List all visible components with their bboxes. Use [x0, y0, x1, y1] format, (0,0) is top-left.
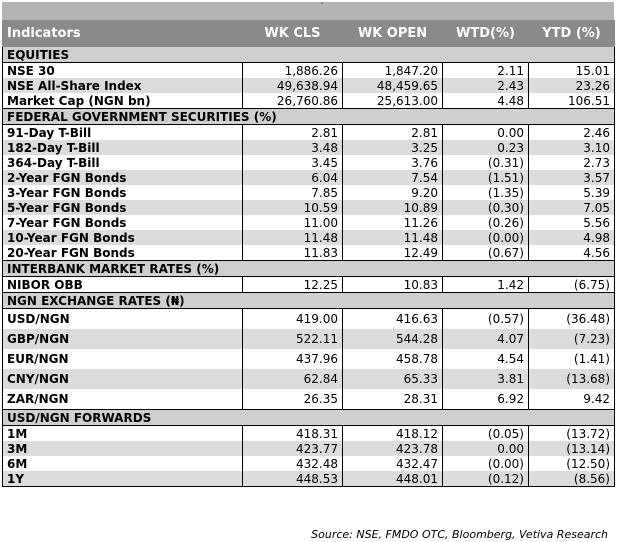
wk-open-value: 423.78 — [343, 441, 443, 456]
ytd-value: 4.56 — [529, 245, 615, 261]
wk-open-value: 11.26 — [343, 215, 443, 230]
wk-cls-value: 423.77 — [243, 441, 343, 456]
row-label: 364-Day T-Bill — [3, 155, 243, 170]
ytd-value: 2.73 — [529, 155, 615, 170]
header-wk-open: WK OPEN — [343, 21, 443, 47]
section-header — [3, 47, 615, 63]
section-header — [3, 109, 615, 125]
wk-open-value: 7.54 — [343, 170, 443, 185]
table-row — [3, 456, 615, 471]
wk-open-value: 432.47 — [343, 456, 443, 471]
wk-open-value: 25,613.00 — [343, 93, 443, 109]
wk-cls-value: 6.04 — [243, 170, 343, 185]
wtd-value: 3.81 — [443, 369, 529, 389]
top-strip — [2, 2, 614, 20]
ytd-value: 4.98 — [529, 230, 615, 245]
section-title: USD/NGN FORWARDS — [3, 410, 615, 426]
wk-cls-value: 26,760.86 — [243, 93, 343, 109]
row-label: GBP/NGN — [3, 329, 243, 349]
table-row — [3, 369, 615, 389]
table-row — [3, 125, 615, 141]
wk-cls-value: 2.81 — [243, 125, 343, 141]
wtd-value: 0.00 — [443, 441, 529, 456]
table-row — [3, 93, 615, 109]
wk-cls-value: 7.85 — [243, 185, 343, 200]
wtd-value: 4.48 — [443, 93, 529, 109]
ytd-value: (7.23) — [529, 329, 615, 349]
ytd-value: 3.10 — [529, 140, 615, 155]
wk-open-value: 416.63 — [343, 309, 443, 330]
table-row — [3, 230, 615, 245]
wk-open-value: 11.48 — [343, 230, 443, 245]
wk-cls-value: 26.35 — [243, 389, 343, 410]
wk-open-value: 544.28 — [343, 329, 443, 349]
wk-open-value: 65.33 — [343, 369, 443, 389]
table-header-row — [3, 21, 615, 47]
ytd-value: (36.48) — [529, 309, 615, 330]
section-title: EQUITIES — [3, 47, 615, 63]
wtd-value: (0.31) — [443, 155, 529, 170]
row-label: 5-Year FGN Bonds — [3, 200, 243, 215]
wk-cls-value: 522.11 — [243, 329, 343, 349]
row-label: 1Y — [3, 471, 243, 487]
row-label: NSE 30 — [3, 63, 243, 79]
table-row — [3, 185, 615, 200]
wk-open-value: 12.49 — [343, 245, 443, 261]
row-label: USD/NGN — [3, 309, 243, 330]
wk-cls-value: 3.48 — [243, 140, 343, 155]
table-row — [3, 349, 615, 369]
section-title: INTERBANK MARKET RATES (%) — [3, 261, 615, 277]
table-row — [3, 155, 615, 170]
ytd-value: (6.75) — [529, 277, 615, 293]
wk-cls-value: 419.00 — [243, 309, 343, 330]
row-label: 7-Year FGN Bonds — [3, 215, 243, 230]
wtd-value: (0.12) — [443, 471, 529, 487]
wtd-value: (0.26) — [443, 215, 529, 230]
wk-open-value: 458.78 — [343, 349, 443, 369]
wtd-value: (0.05) — [443, 426, 529, 442]
wk-cls-value: 418.31 — [243, 426, 343, 442]
ytd-value: (13.72) — [529, 426, 615, 442]
row-label: CNY/NGN — [3, 369, 243, 389]
table-row — [3, 426, 615, 442]
ytd-value: (13.14) — [529, 441, 615, 456]
wk-cls-value: 437.96 — [243, 349, 343, 369]
ytd-value: 23.26 — [529, 78, 615, 93]
table-row — [3, 329, 615, 349]
ytd-value: 15.01 — [529, 63, 615, 79]
ytd-value: 5.56 — [529, 215, 615, 230]
wtd-value: (1.51) — [443, 170, 529, 185]
table-row — [3, 215, 615, 230]
wtd-value: 0.23 — [443, 140, 529, 155]
row-label: EUR/NGN — [3, 349, 243, 369]
wk-open-value: 3.25 — [343, 140, 443, 155]
wk-cls-value: 11.48 — [243, 230, 343, 245]
wtd-value: (0.57) — [443, 309, 529, 330]
table-row — [3, 245, 615, 261]
header-ytd: YTD (%) — [529, 21, 615, 47]
indicators-table — [2, 20, 615, 487]
table-row — [3, 309, 615, 330]
wtd-value: (0.00) — [443, 230, 529, 245]
table-row — [3, 389, 615, 410]
wtd-value: 2.11 — [443, 63, 529, 79]
table-row — [3, 441, 615, 456]
header-indicators: Indicators — [3, 21, 243, 47]
row-label: 3-Year FGN Bonds — [3, 185, 243, 200]
wtd-value: (0.67) — [443, 245, 529, 261]
row-label: NSE All-Share Index — [3, 78, 243, 93]
ytd-value: 5.39 — [529, 185, 615, 200]
wk-cls-value: 12.25 — [243, 277, 343, 293]
wk-open-value: 10.89 — [343, 200, 443, 215]
wk-open-value: 10.83 — [343, 277, 443, 293]
wtd-value: (0.30) — [443, 200, 529, 215]
wk-cls-value: 448.53 — [243, 471, 343, 487]
wk-open-value: 1,847.20 — [343, 63, 443, 79]
section-title: FEDERAL GOVERNMENT SECURITIES (%) — [3, 109, 615, 125]
table-row — [3, 200, 615, 215]
top-mark: ` — [320, 2, 325, 13]
ytd-value: (1.41) — [529, 349, 615, 369]
header-wtd: WTD(%) — [443, 21, 529, 47]
section-header — [3, 293, 615, 309]
table-row — [3, 140, 615, 155]
wk-open-value: 3.76 — [343, 155, 443, 170]
wk-open-value: 448.01 — [343, 471, 443, 487]
wk-cls-value: 49,638.94 — [243, 78, 343, 93]
ytd-value: 2.46 — [529, 125, 615, 141]
row-label: Market Cap (NGN bn) — [3, 93, 243, 109]
wtd-value: 2.43 — [443, 78, 529, 93]
table-row — [3, 170, 615, 185]
ytd-value: (8.56) — [529, 471, 615, 487]
wtd-value: 1.42 — [443, 277, 529, 293]
wtd-value: 4.54 — [443, 349, 529, 369]
row-label: 91-Day T-Bill — [3, 125, 243, 141]
ytd-value: 3.57 — [529, 170, 615, 185]
ytd-value: 106.51 — [529, 93, 615, 109]
wtd-value: (1.35) — [443, 185, 529, 200]
ytd-value: 9.42 — [529, 389, 615, 410]
wk-cls-value: 1,886.26 — [243, 63, 343, 79]
wtd-value: 6.92 — [443, 389, 529, 410]
table-row — [3, 63, 615, 79]
table-row — [3, 78, 615, 93]
row-label: NIBOR OBB — [3, 277, 243, 293]
wk-cls-value: 62.84 — [243, 369, 343, 389]
wtd-value: 4.07 — [443, 329, 529, 349]
wk-cls-value: 11.83 — [243, 245, 343, 261]
wk-open-value: 418.12 — [343, 426, 443, 442]
row-label: 182-Day T-Bill — [3, 140, 243, 155]
row-label: 2-Year FGN Bonds — [3, 170, 243, 185]
wk-open-value: 28.31 — [343, 389, 443, 410]
row-label: 20-Year FGN Bonds — [3, 245, 243, 261]
wk-open-value: 9.20 — [343, 185, 443, 200]
section-header — [3, 410, 615, 426]
wk-cls-value: 11.00 — [243, 215, 343, 230]
source-note: Source: NSE, FMDO OTC, Bloomberg, Vetiva Research — [311, 528, 608, 541]
wk-cls-value: 3.45 — [243, 155, 343, 170]
row-label: 6M — [3, 456, 243, 471]
wtd-value: 0.00 — [443, 125, 529, 141]
section-header — [3, 261, 615, 277]
ytd-value: (12.50) — [529, 456, 615, 471]
wk-open-value: 48,459.65 — [343, 78, 443, 93]
row-label: ZAR/NGN — [3, 389, 243, 410]
indicators-table-container — [2, 2, 614, 487]
wk-cls-value: 10.59 — [243, 200, 343, 215]
row-label: 1M — [3, 426, 243, 442]
row-label: 10-Year FGN Bonds — [3, 230, 243, 245]
ytd-value: 7.05 — [529, 200, 615, 215]
section-title: NGN EXCHANGE RATES (₦) — [3, 293, 615, 309]
wtd-value: (0.00) — [443, 456, 529, 471]
ytd-value: (13.68) — [529, 369, 615, 389]
table-row — [3, 277, 615, 293]
wk-cls-value: 432.48 — [243, 456, 343, 471]
row-label: 3M — [3, 441, 243, 456]
table-row — [3, 471, 615, 487]
header-wk-cls: WK CLS — [243, 21, 343, 47]
wk-open-value: 2.81 — [343, 125, 443, 141]
